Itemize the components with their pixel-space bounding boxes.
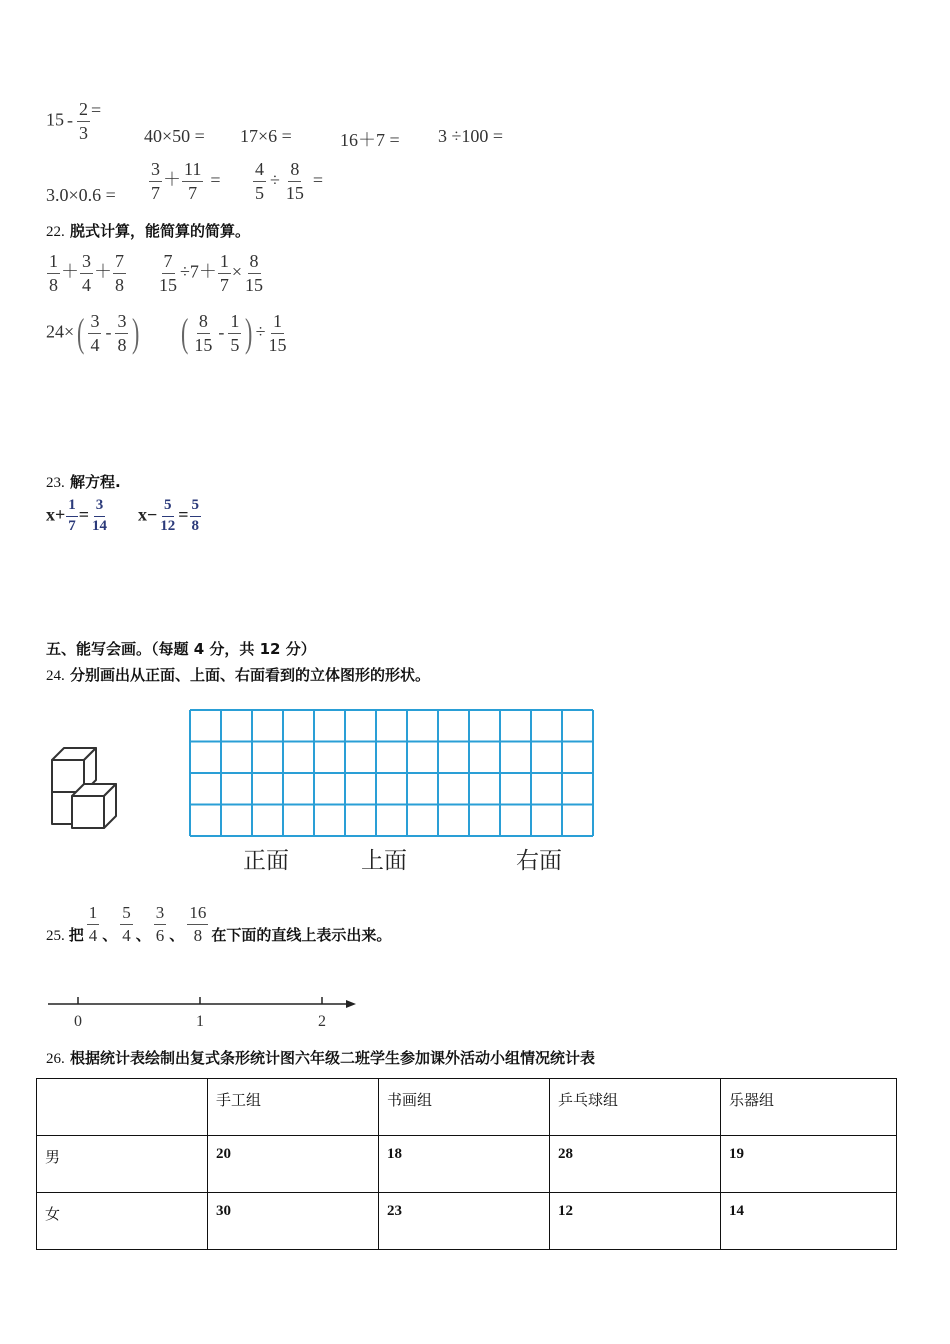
calc-row2-item3: $\frac{4}{5}$ ÷ $\frac{8}{15}$ = xyxy=(255,159,324,203)
grid-label-right: 右面 xyxy=(516,848,562,874)
calc-row2-item1: 3.0×0.6 = xyxy=(46,185,116,205)
q23-equation-2: x− $\frac{5}{12}$ = $\frac{5}{8}$ xyxy=(138,497,200,534)
q22-expression-1: $\frac{1}{8}$ ＋ $\frac{3}{4}$ ＋ $\frac{7}{8}$ xyxy=(49,251,124,295)
number-line-label-2: 2 xyxy=(318,1013,326,1030)
table-cell: 12 xyxy=(550,1193,721,1250)
table-header-cell: 书画组 xyxy=(379,1079,550,1136)
grid-label-front: 正面 xyxy=(243,848,289,874)
table-header-row xyxy=(37,1079,897,1136)
number-line-arrow xyxy=(346,1000,356,1008)
table-header-cell xyxy=(37,1079,208,1136)
table-cell: 23 xyxy=(379,1193,550,1250)
calc-row2-item2: $\frac{3}{7}$ ＋ $\frac{11}{7}$ = xyxy=(151,159,221,203)
number-line xyxy=(46,994,366,1034)
cube-stack-figure xyxy=(46,742,132,834)
row-label: 男 xyxy=(37,1136,208,1193)
section-5-heading: 五、能写会画。（每题 4 分，共 12 分） xyxy=(46,640,316,658)
number-line-label-0: 0 xyxy=(74,1013,82,1030)
row-label: 女 xyxy=(37,1193,208,1250)
table-header-cell: 乒乓球组 xyxy=(550,1079,721,1136)
activity-stat-table xyxy=(36,1078,897,1250)
table-cell: 20 xyxy=(208,1136,379,1193)
table-cell: 30 xyxy=(208,1193,379,1250)
table-cell: 19 xyxy=(721,1136,897,1193)
q25-fraction-4: $\frac{16}{8}$ xyxy=(189,903,207,945)
grid-label-top: 上面 xyxy=(361,848,407,874)
q25-fraction-1: $\frac{1}{4}$ xyxy=(88,903,98,945)
calc-row1-item5: 3 ÷100 = xyxy=(438,126,504,146)
q22-expression-3: 24×( $\frac{3}{4}$ - $\frac{3}{8}$ ) xyxy=(46,310,140,356)
q25-fraction-2: $\frac{5}{4}$ xyxy=(122,903,131,945)
table-header-cell: 手工组 xyxy=(208,1079,379,1136)
drawing-grid xyxy=(188,708,594,838)
q22-expression-4: ( $\frac{8}{15}$ - $\frac{1}{5}$ ) ÷ $\frac{1}{15}$ xyxy=(180,310,287,356)
calc-row1-item4: 16＋7 = xyxy=(340,130,400,150)
question-22-heading: 22. 脱式计算，能简算的简算。 xyxy=(46,222,250,240)
q25-fraction-3: $\frac{3}{6}$ xyxy=(155,903,165,945)
number-line-label-1: 1 xyxy=(196,1013,204,1030)
calc-row1-item1: 15 - $\frac{2}{3}$ = xyxy=(46,99,102,143)
q23-equation-1: x+ $\frac{1}{7}$ = $\frac{3}{14}$ xyxy=(46,497,108,534)
table-cell: 28 xyxy=(550,1136,721,1193)
question-24-heading: 24. 分别画出从正面、上面、右面看到的立体图形的形状。 xyxy=(46,666,430,684)
question-26-heading: 26. 根据统计表绘制出复式条形统计图六年级二班学生参加课外活动小组情况统计表 xyxy=(46,1049,595,1067)
table-row xyxy=(37,1136,897,1193)
calc-row1-item2: 40×50 = xyxy=(144,126,205,146)
table-cell: 18 xyxy=(379,1136,550,1193)
table-header-cell: 乐器组 xyxy=(721,1079,897,1136)
question-25-heading: 25. 把 $\frac{1}{4}$ 、 $\frac{5}{4}$ 、 $\frac{3}{6}$ 、 $\frac{16}{8}$ 在下面的直线上表示出来。 xyxy=(46,903,392,945)
q22-expression-2: $\frac{7}{15}$ ÷7＋ $\frac{1}{7}$ × $\frac{8}{15}$ xyxy=(159,251,264,295)
table-cell: 14 xyxy=(721,1193,897,1250)
calc-row1-item3: 17×6 = xyxy=(240,126,292,146)
question-23-heading: 23. 解方程. xyxy=(46,473,121,491)
table-row xyxy=(37,1193,897,1250)
